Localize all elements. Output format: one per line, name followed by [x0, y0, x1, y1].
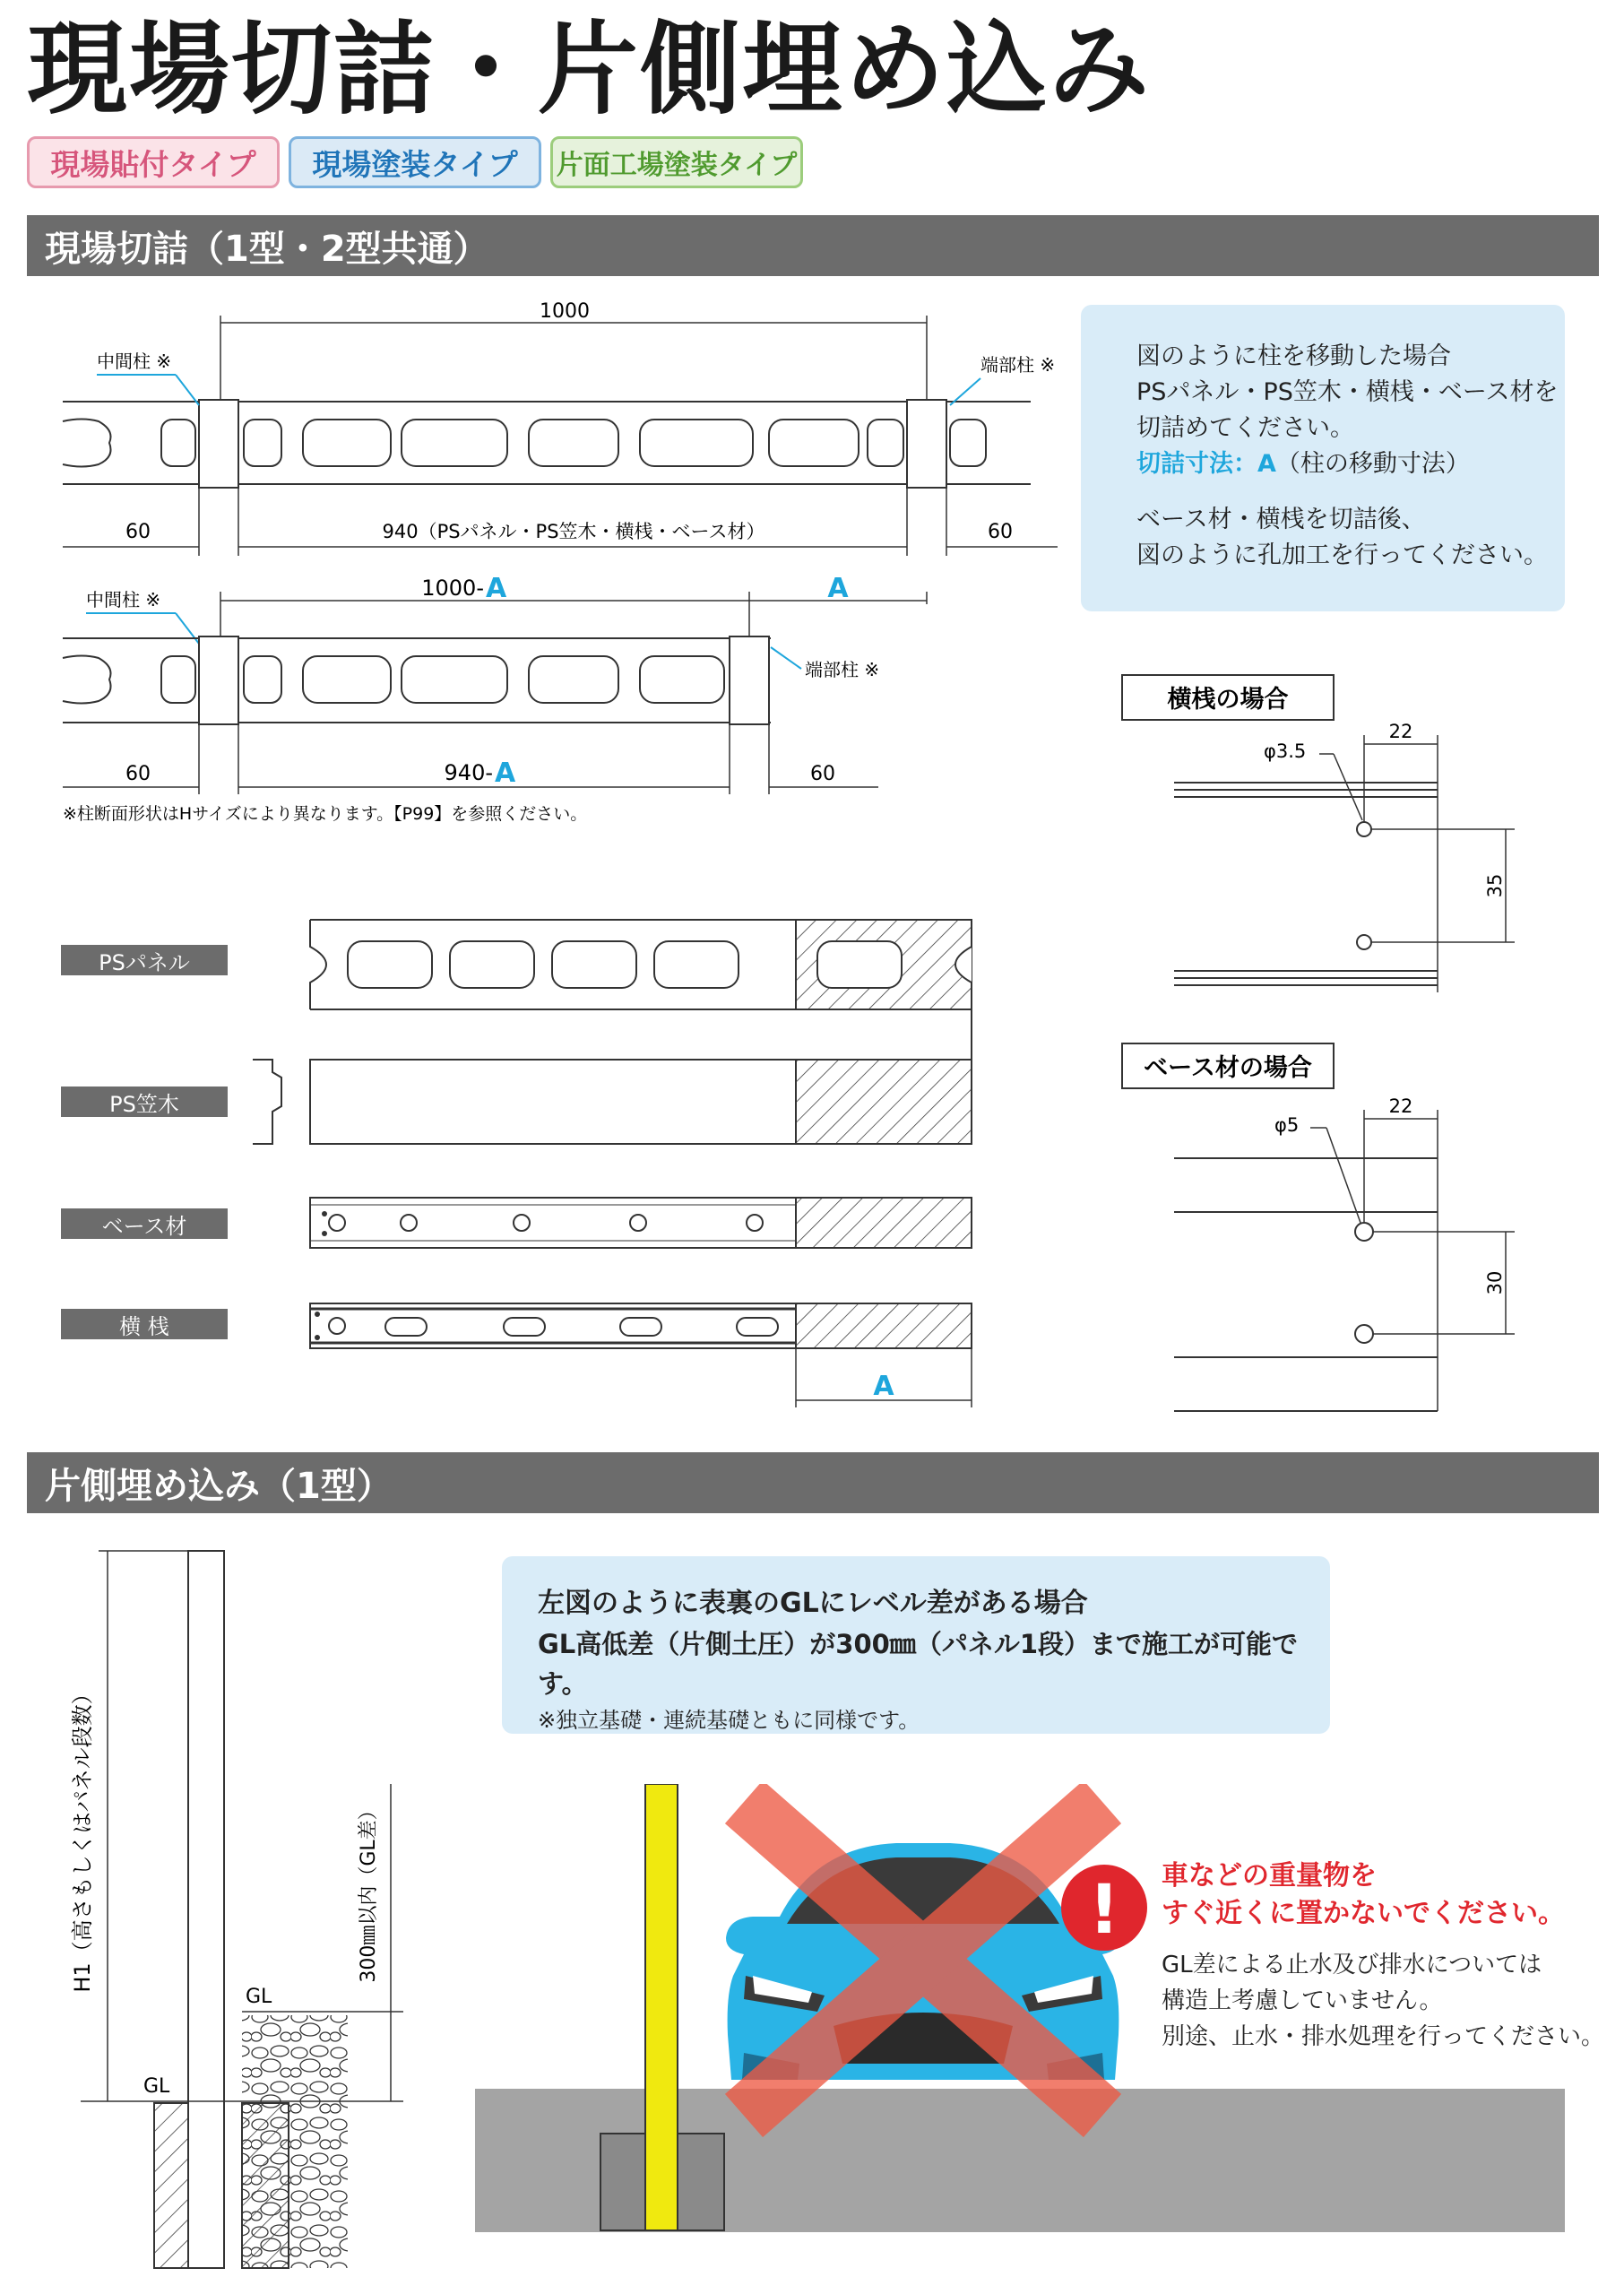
- embed-info-title: 左図のように表裏のGLにレベル差がある場合: [538, 1588, 1088, 1619]
- yokosan-dim-22: 22: [1388, 721, 1413, 742]
- gl-diff-label: 300㎜以内（GL差）: [358, 1800, 380, 1983]
- info-line: 切詰めてください。: [1136, 414, 1354, 442]
- dim-letter-a: A: [873, 1371, 894, 1402]
- warning-line1: GL差による止水及び排水については: [1162, 1952, 1542, 1978]
- yokosan-detail-title: 横桟の場合: [1167, 686, 1289, 714]
- end-post-label: 端部柱 ※: [980, 354, 1056, 376]
- page-title: 現場切詰・片側埋め込み: [27, 12, 1151, 128]
- dim-940-minus: 940-: [444, 760, 493, 785]
- dim-letter-a: A: [486, 573, 507, 604]
- warning-title-line1: 車などの重量物を: [1162, 1860, 1377, 1892]
- warning-line2: 構造上考慮していません。: [1162, 1987, 1443, 2014]
- warning-line3: 別途、止水・排水処理を行ってください。: [1162, 2023, 1605, 2050]
- section-heading-cutting: 現場切詰（1型・2型共通）: [27, 215, 1599, 276]
- tag-factory-painted: 片面工場塗装タイプ: [550, 136, 803, 188]
- end-post-label: 端部柱 ※: [805, 659, 880, 680]
- part-label-ps-panel: PSパネル: [61, 945, 228, 975]
- part-label-base: ベース材: [61, 1208, 228, 1239]
- middle-post-label: 中間柱 ※: [97, 351, 172, 372]
- dim-letter-a: A: [495, 758, 516, 789]
- part-label-ps-kasagi: PS笠木: [61, 1087, 228, 1117]
- part-label-yokosan: 横 桟: [61, 1309, 228, 1339]
- h1-label: H1（高さもしくはパネル段数）: [70, 1683, 95, 1993]
- end-post-shape: [907, 400, 946, 488]
- parts-cut-diagram: [242, 905, 986, 1416]
- gl-low-label: GL: [143, 2075, 170, 2098]
- cut-dimension-label: 切詰寸法：A: [1136, 450, 1276, 478]
- post-note: ※柱断面形状はHサイズにより異なります。【P99】を参照ください。: [63, 804, 588, 824]
- middle-post-shape: [199, 400, 238, 488]
- post-shape: [188, 1551, 224, 2268]
- kasagi-section: [253, 1060, 281, 1144]
- base-dim-22: 22: [1388, 1095, 1413, 1117]
- cut-area-kasagi: [796, 1060, 972, 1144]
- base-detail-title: ベース材の場合: [1144, 1054, 1312, 1082]
- info-line: 図のように孔加工を行ってください。: [1136, 541, 1548, 569]
- warning-title-line2: すぐ近くに置かないでください。: [1162, 1898, 1565, 1929]
- panel-row-cut: [63, 636, 771, 724]
- post-yellow: [645, 1784, 678, 2230]
- embed-info-box: [502, 1556, 1330, 1734]
- yokosan-hole-diameter: φ3.5: [1264, 740, 1307, 762]
- base-dim-30: 30: [1484, 1270, 1506, 1295]
- dim-60-left: 60: [125, 763, 151, 785]
- cut-dimension-note: （柱の移動寸法）: [1275, 450, 1470, 478]
- dim-1000-minus: 1000-: [421, 576, 484, 601]
- tag-site-applied: 現場貼付タイプ: [27, 136, 280, 188]
- post-move-diagram: [0, 296, 1075, 834]
- dim-940-full: 940（PSパネル・PS笠木・横桟・ベース材）: [382, 521, 765, 542]
- cut-area-base: [796, 1198, 972, 1248]
- gl-high-label: GL: [246, 1986, 272, 2008]
- dim-60-left: 60: [125, 521, 151, 543]
- embed-info-limit: GL高低差（片側土圧）が300㎜（パネル1段）まで施工が可能です。: [538, 1629, 1298, 1699]
- warning-icon-glyph: !: [1088, 1869, 1120, 1949]
- middle-post-label: 中間柱 ※: [86, 589, 161, 610]
- panel-row-original: [63, 400, 1031, 488]
- yokosan-dim-35: 35: [1484, 873, 1506, 898]
- gl-difference-diagram: [54, 1542, 457, 2277]
- dim-60-right: 60: [988, 521, 1013, 543]
- info-line: 図のように柱を移動した場合: [1136, 342, 1451, 370]
- section-heading-embed: 片側埋め込み（1型）: [27, 1452, 1599, 1513]
- info-line: ベース材・横桟を切詰後、: [1136, 506, 1426, 533]
- dim-letter-a: A: [827, 573, 849, 604]
- tag-site-painted: 現場塗装タイプ: [289, 136, 541, 188]
- embed-info-note: ※独立基礎・連続基礎ともに同様です。: [538, 1708, 920, 1733]
- cutting-info-box: [1081, 305, 1565, 611]
- yokosan-hole-detail: [1111, 668, 1533, 1009]
- info-line: PSパネル・PS笠木・横桟・ベース材を: [1136, 378, 1559, 406]
- dim-60-right: 60: [810, 763, 835, 785]
- cut-area-yokosan: [796, 1303, 972, 1348]
- dim-1000: 1000: [540, 300, 590, 323]
- base-hole-diameter: φ5: [1274, 1114, 1300, 1136]
- base-hole-detail: [1111, 1038, 1533, 1415]
